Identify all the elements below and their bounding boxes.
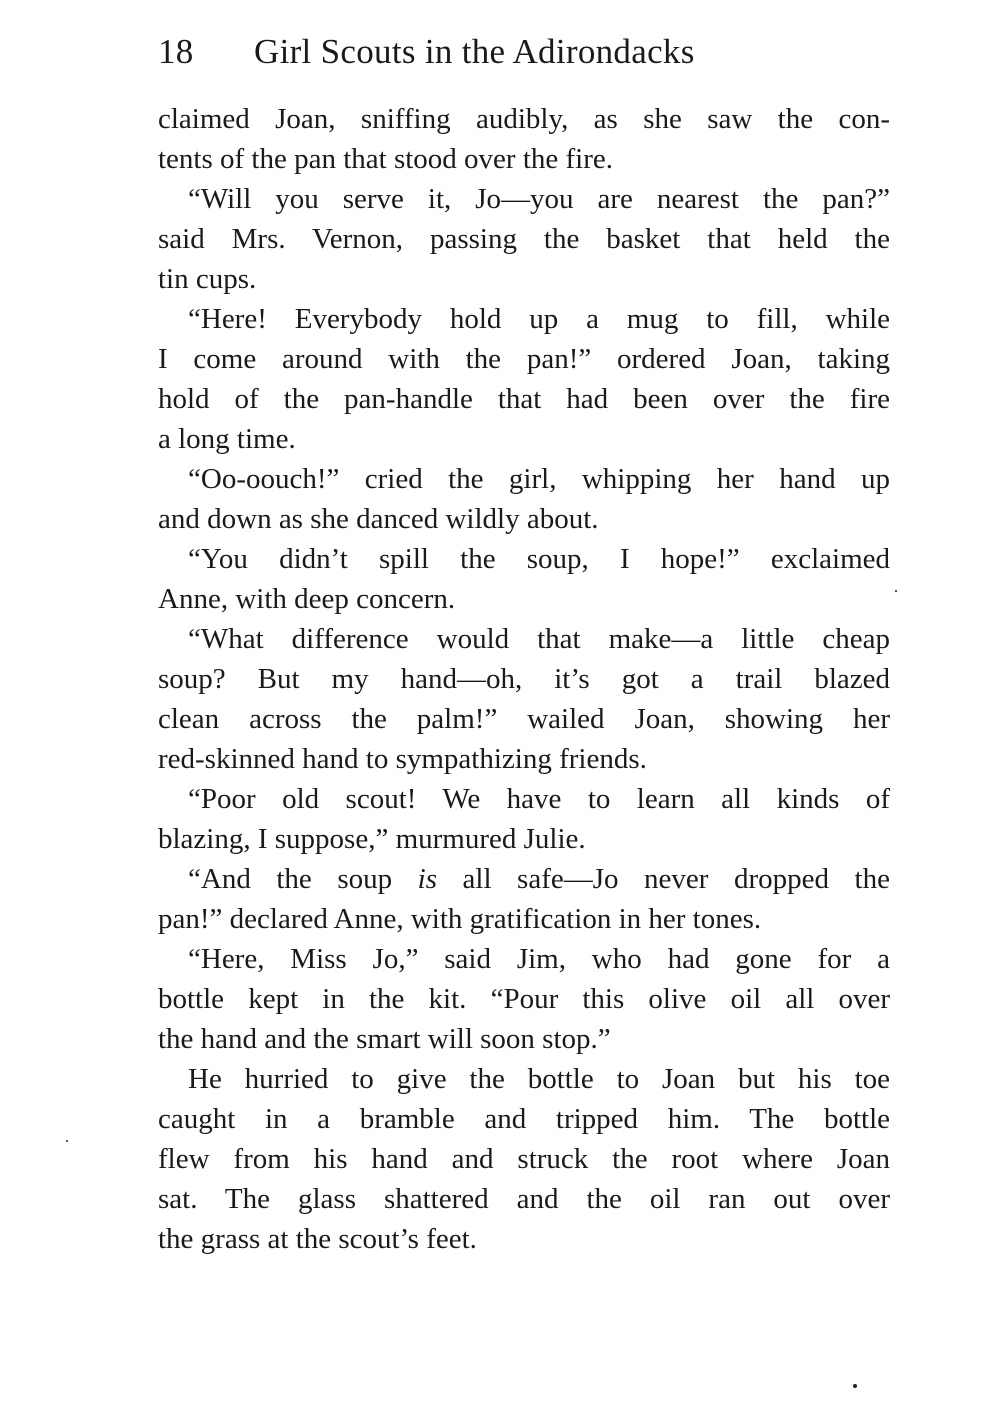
text-line: and down as she danced wildly about. — [158, 503, 599, 535]
scan-speck — [853, 1384, 857, 1388]
text-line: clean across the palm!” wailed Joan, showing her — [158, 703, 890, 735]
book-title: Girl Scouts in the Adirondacks — [254, 32, 695, 71]
text-line: “Here, Miss Jo,” said Jim, who had gone for a — [188, 943, 890, 975]
text-line: I come around with the pan!” ordered Joan, taking — [158, 343, 890, 375]
text-line: “You didn’t spill the soup, I hope!” exclaimed — [188, 543, 890, 575]
body-text — [158, 99, 890, 1259]
running-head — [158, 30, 898, 74]
text-line: pan!” declared Anne, with gratification in her tones. — [158, 903, 762, 935]
text-run: “And the soup — [188, 863, 418, 895]
text-line — [158, 859, 890, 899]
text-line: the hand and the smart will soon stop.” — [158, 1023, 611, 1055]
text-line: blazing, I suppose,” murmured Julie. — [158, 823, 586, 855]
text-line: claimed Joan, sniffing audibly, as she saw the con- — [158, 103, 890, 135]
text-line: He hurried to give the bottle to Joan but his toe — [188, 1063, 890, 1095]
text-line: soup? But my hand—oh, it’s got a trail blazed — [158, 663, 890, 695]
text-line: the grass at the scout’s feet. — [158, 1223, 477, 1255]
text-line: “Will you serve it, Jo—you are nearest the pan?” — [188, 183, 890, 215]
text-line: “Here! Everybody hold up a mug to fill, while — [188, 303, 890, 335]
text-line: tin cups. — [158, 263, 257, 295]
italic-emphasis: is — [417, 863, 437, 895]
text-line: red-skinned hand to sympathizing friends. — [158, 743, 647, 775]
text-line: bottle kept in the kit. “Pour this olive oil all over — [158, 983, 890, 1015]
text-line: a long time. — [158, 423, 296, 455]
text-line: “What difference would that make—a little cheap — [188, 623, 890, 655]
text-line: “Poor old scout! We have to learn all kinds of — [188, 783, 890, 815]
text-line: flew from his hand and struck the root where Joan — [158, 1143, 890, 1175]
text-line: said Mrs. Vernon, passing the basket that held the — [158, 223, 890, 255]
text-line: hold of the pan-handle that had been over the fire — [158, 383, 890, 415]
scan-speck — [66, 1140, 68, 1142]
text-line: “Oo-oouch!” cried the girl, whipping her hand up — [188, 463, 890, 495]
text-line: caught in a bramble and tripped him. The bottle — [158, 1103, 890, 1135]
text-line: Anne, with deep concern. — [158, 583, 456, 615]
text-run: all safe—Jo never dropped the — [436, 863, 890, 895]
scan-speck — [895, 590, 897, 592]
page-number: 18 — [158, 32, 194, 71]
text-line: tents of the pan that stood over the fire. — [158, 143, 614, 175]
text-line: sat. The glass shattered and the oil ran out over — [158, 1183, 890, 1215]
